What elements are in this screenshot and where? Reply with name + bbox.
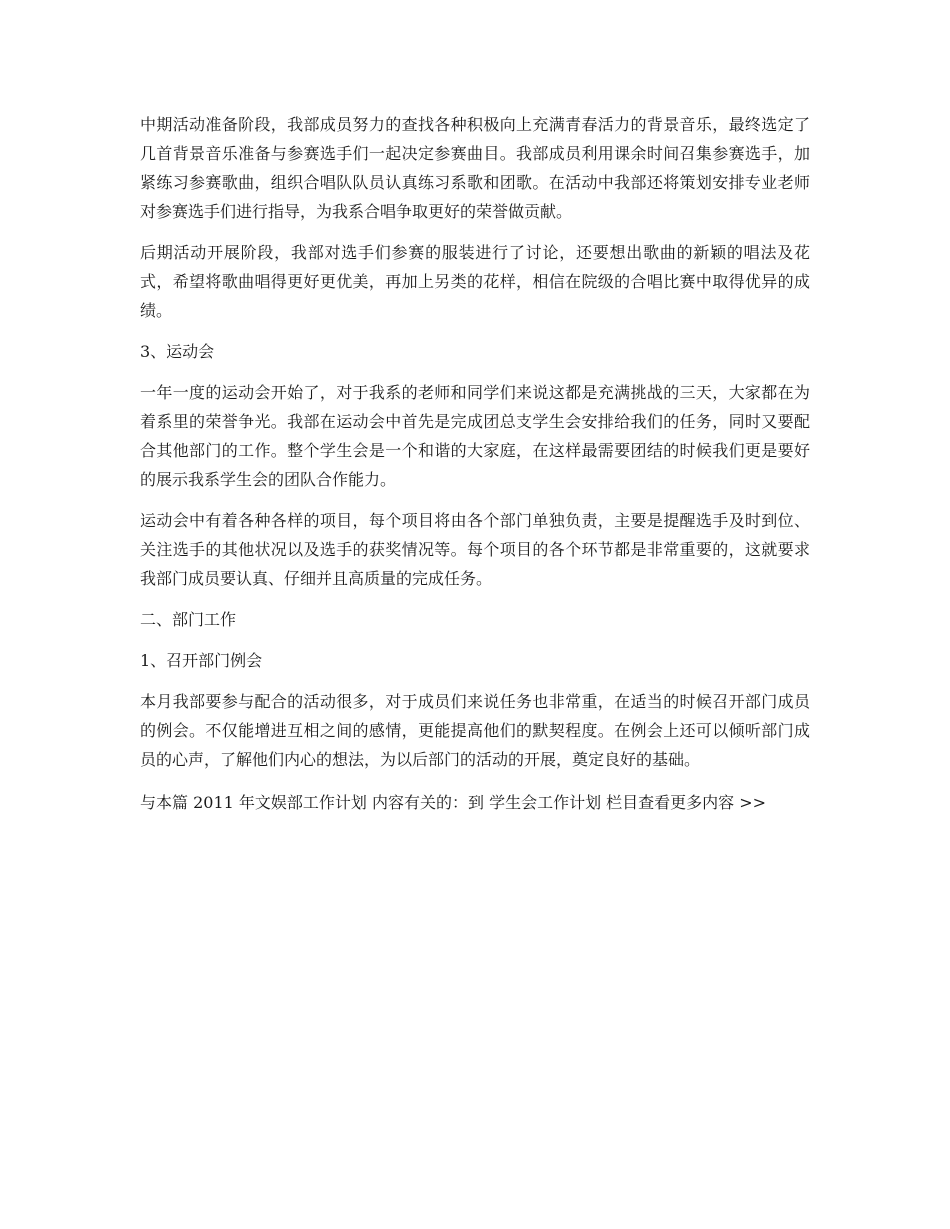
paragraph-sports-meet-intro: 一年一度的运动会开始了，对于我系的老师和同学们来说这都是充满挑战的三天，大家都在为着系里的荣誉争光。我部在运动会中首先是完成团总支学生会安排给我们的任务，同时又要配合其他部门的工作。整个学生会是一个和谐的大家庭，在这样最需要团结的时候我们更是要好的展示我系学生会的团队合作能力。 bbox=[140, 383, 810, 489]
paragraph-mid-stage-prep: 中期活动准备阶段，我部成员努力的查找各种积极向上充满青春活力的背景音乐，最终选定了几首背景音乐准备与参赛选手们一起决定参赛曲目。我部成员利用课余时间召集参赛选手，加紧练习参赛歌曲，组织合唱队队员认真练习系歌和团歌。在活动中我部还将策划安排专业老师对参赛选手们进行指导，为我系合唱争取更好的荣誉做贡献。 bbox=[140, 115, 810, 221]
paragraph-late-stage: 后期活动开展阶段，我部对选手们参赛的服装进行了讨论，还要想出歌曲的新颖的唱法及花式，希望将歌曲唱得更好更优美，再加上另类的花样，相信在院级的合唱比赛中取得优异的成绩。 bbox=[140, 243, 810, 320]
related-content-link[interactable]: 与本篇 2011 年文娱部工作计划 内容有关的：到 学生会工作计划 栏目查看更多内容 >> bbox=[140, 793, 767, 812]
document-body bbox=[140, 110, 810, 829]
paragraph-sports-meet-events: 运动会中有着各种各样的项目，每个项目将由各个部门单独负责，主要是提醒选手及时到位、关注选手的其他状况以及选手的获奖情况等。每个项目的各个环节都是非常重要的，这就要求我部门成员要认真、仔细并且高质量的完成任务。 bbox=[140, 511, 810, 588]
heading-department-work: 二、部门工作 bbox=[140, 610, 237, 629]
paragraph-department-meeting: 本月我部要参与配合的活动很多，对于成员们来说任务也非常重，在适当的时候召开部门成员的例会。不仅能增进互相之间的感情，更能提高他们的默契程度。在例会上还可以倾听部门成员的心声，了解他们内心的想法，为以后部门的活动的开展，奠定良好的基础。 bbox=[140, 692, 810, 769]
heading-sports-meet: 3、运动会 bbox=[140, 342, 215, 361]
heading-department-meeting: 1、召开部门例会 bbox=[140, 651, 263, 670]
